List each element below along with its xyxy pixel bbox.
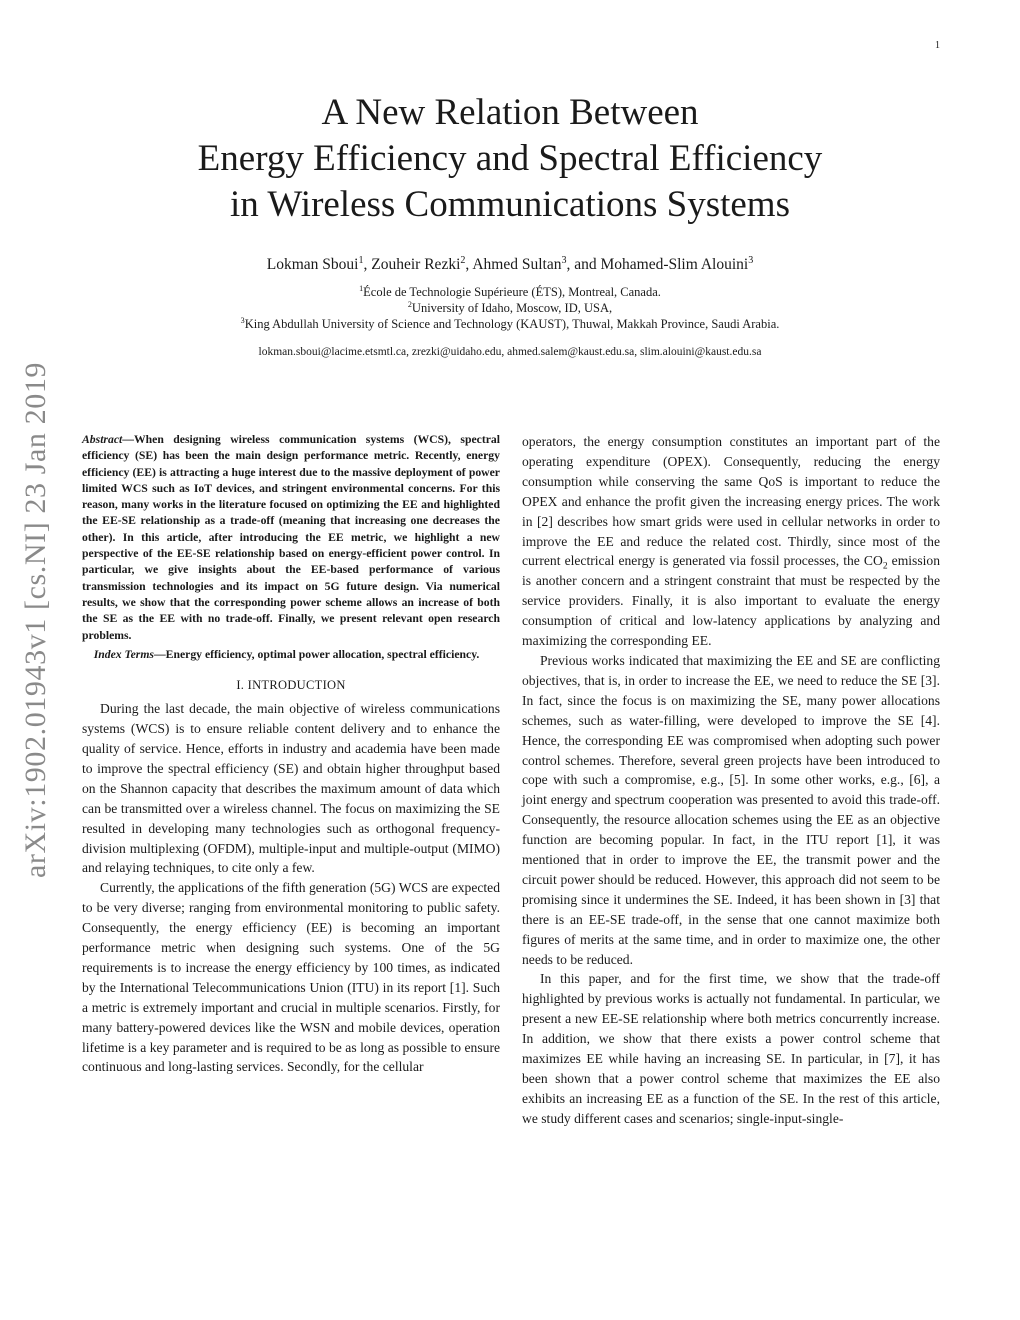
paper-title [110, 90, 910, 228]
title-line-3: in Wireless Communications Systems [229, 184, 790, 225]
section-title-initial: I [247, 678, 253, 693]
body-paragraph: Previous works indicated that maximizing the EE and SE are conflicting objectives, that is, in order to increase the EE, we need to reduce the SE [3]. In fact, since the focus is on maximizing the SE, many power allocations schemes, such as water-filling, were developed to improve the SE [4]. Hence, the corresponding EE was compromised when adopting such power control schemes. Therefore, several green projects have been introduced to cope with such a compromise, e.g., [5]. In some other works, e.g., [6], a joint energy and spectrum cooperation was presented to avoid this trade-off. Consequently, the resource allocation schemes using the EE as an objective function are becoming popular. In fact, in the ITU report [1], it was mentioned that in order to improve the EE, the transmit power and the circuit power should be reduced. However, this approach did not seem to be promising since it undermines the SE. Indeed, it has been shown in [3] that there is an EE-SE trade-off, in the sense that one cannot maximize both figures of merits at the same time, and in order to maximize one, the other needs to be reduced. [522, 652, 940, 967]
abstract-label: Abstract [82, 433, 123, 446]
affiliation-text: École de Technologie Supérieure (ÉTS), Montreal, Canada. [363, 285, 661, 299]
author-emails: lokman.sboui@lacime.etsmtl.ca, zrezki@uidaho.edu, ahmed.salem@kaust.edu.sa, slim.alouini@kaust.edu.sa [258, 346, 762, 358]
body-paragraph: Currently, the applications of the fifth generation (5G) WCS are expected to be very diverse; ranging from environmental monitoring to public safety. Consequently, the energy efficiency (EE) is becoming an important performance metric when designing such systems. One of the 5G requirements is to increase the energy efficiency by 100 times, as indicated by the International Telecommunications Union (ITU) in its report [1]. Such a metric is extremely important and crucial in multiple scenarios. Firstly, for many battery-powered devices like the WSN and mobile devices, operation lifetime is a key parameter and is required to be as long as possible to ensure continuous and long-lasting services. Secondly, for the cellular [82, 880, 500, 1075]
affiliation-2 [110, 300, 910, 316]
author-separator: , [363, 256, 372, 273]
author-affiliation-mark: 3 [561, 254, 567, 266]
author-list [110, 254, 910, 276]
author-name: Lokman Sboui [266, 256, 359, 273]
body-paragraph: In this paper, and for the first time, we show that the trade-off highlighted by previous works is actually not fundamental. In particular, we present a new EE-SE relationship where both metrics concurrently increase. In addition, we show that there exists a power control scheme that maximizes EE while having an increasing SE. In particular, in [7], it has been shown that a power control scheme that maximizes the EE also exhibits an increasing EE as a function of the SE. In the rest of this article, we study different cases and scenarios; single-input-single- [522, 971, 940, 1126]
abstract-text: When designing wireless communication systems (WCS), spectral efficiency (SE) has been the main design performance metric. Recently, energy efficiency (EE) is attracting a huge interest due to the massive deployment of power limited WCS such as IoT devices, and stringent environmental concerns. For this reason, many works in the literature focused on optimizing the EE and highlighted the EE-SE relationship as a trade-off (meaning that increasing one decreases the other). In this article, after introducing the EE metric, we highlight a new perspective of the EE-SE relationship based on energy-efficient power control. In particular, we give insights about the EE-based performance of various transmission technologies and its impact on 5G future design. Via numerical results, we show that the corresponding power scheme allows an increase of both the SE as the EE with no trade-off. Finally, we present relevant open research problems. [82, 433, 500, 642]
left-column [82, 432, 500, 1077]
co2-subscript: 2 [882, 562, 888, 573]
index-terms-dash: — [153, 647, 166, 661]
author-affiliation-mark: 2 [460, 254, 466, 266]
author-name: Mohamed-Slim Alouini [600, 256, 749, 273]
arxiv-identifier: arXiv:1902.01943v1 [cs.NI] 23 Jan 2019 [19, 361, 52, 879]
affiliation-mark: 1 [359, 283, 364, 293]
affiliation-1 [110, 284, 910, 300]
index-terms-label: Index Terms [93, 647, 154, 661]
abstract-dash: — [122, 433, 134, 446]
author-name: Zouheir Rezki [371, 256, 461, 273]
page-number: 1 [935, 40, 940, 51]
section-title-rest: NTRODUCTION [252, 678, 346, 693]
author-name: Ahmed Sultan [472, 256, 562, 273]
affiliation-text: University of Idaho, Moscow, ID, USA, [411, 301, 613, 315]
author-affiliation-mark: 1 [358, 254, 364, 266]
title-line-1: A New Relation Between [321, 92, 699, 133]
title-line-2: Energy Efficiency and Spectral Efficiency [197, 138, 823, 179]
paragraph-text: operators, the energy consumption constitutes an important part of the operating expenditure (OPEX). Consequently, reducing the energy consumption while conserving the same QoS is important to reduce the OPEX and enhance the profit given the increasing energy prices. The work in [2] describes how smart grids were used in cellular networks in order to improve the EE and reduce the related cost. Thirdly, since most of the current electrical energy is generated via fossil processes, the CO [522, 434, 940, 569]
index-terms-text: Energy efficiency, optimal power allocation, spectral efficiency. [165, 647, 480, 661]
section-number: I. [236, 678, 248, 693]
right-column [522, 432, 940, 1129]
arxiv-stamp [8, 330, 64, 910]
abstract [82, 432, 500, 644]
paragraph-text: emission is another concern and a stringent constraint that must be respected by the service providers. Finally, it is also important to evaluate the energy consumption of critical and low-latency applications by analyzing and maximizing the corresponding EE. [522, 553, 941, 649]
author-separator: , and [566, 256, 601, 273]
body-paragraph: During the last decade, the main objective of wireless communications systems (WCS) is to ensure reliable content delivery and to enhance the quality of service. Hence, efforts in industry and academia have been made to improve the spectral efficiency (SE) and obtain higher throughput based on the Shannon capacity that describes the maximum amount of data which can be transmitted over a wireless channel. The focus on maximizing the SE resulted in developing many technologies such as orthogonal frequency-division multiplexing (OFDM), multiple-input and multiple-output (MIMO) and relaying techniques, to cite only a few. [82, 701, 500, 876]
affiliation-3 [110, 316, 910, 332]
body-paragraph-continued [522, 432, 940, 651]
author-separator: , [465, 256, 473, 273]
affiliation-text: King Abdullah University of Science and Technology (KAUST), Thuwal, Makkah Province, Saudi Arabia. [244, 317, 780, 331]
index-terms [82, 647, 500, 663]
author-affiliation-mark: 3 [748, 254, 754, 266]
section-heading-introduction [82, 678, 500, 693]
affiliation-mark: 3 [240, 315, 245, 325]
affiliation-mark: 2 [407, 299, 412, 309]
